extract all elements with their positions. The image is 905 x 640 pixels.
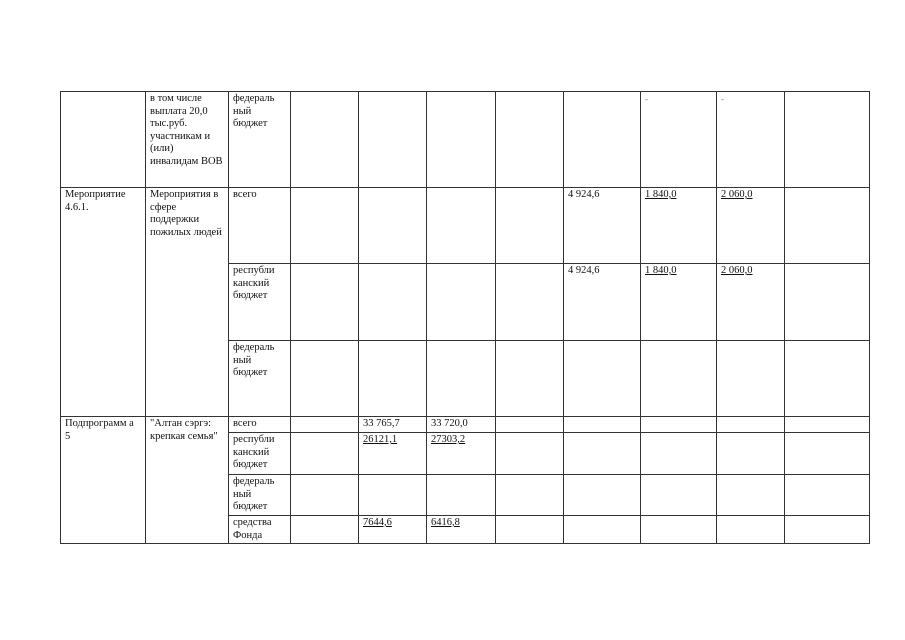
value-cell: - [717, 92, 785, 188]
value-cell: 2 060,0 [717, 264, 785, 341]
value-cell: 33 765,7 [359, 417, 427, 433]
source-cell: федераль ный бюджет [229, 341, 291, 417]
source-cell: республи канский бюджет [229, 433, 291, 475]
value-cell: 4 924,6 [564, 264, 641, 341]
source-cell: федераль ный бюджет [229, 92, 291, 188]
value-cell: 33 720,0 [427, 417, 496, 433]
code-cell: Подпрограмм а 5 [61, 417, 146, 544]
value-cell: 1 840,0 [641, 188, 717, 264]
table-row [61, 188, 870, 264]
name-cell: в том числе выплата 20,0 тыс.руб. участникам и (или) инвалидам ВОВ [146, 92, 229, 188]
table-row [61, 92, 870, 188]
name-cell: "Алтан сэргэ: крепкая семья" [146, 417, 229, 544]
value-cell: 4 924,6 [564, 188, 641, 264]
value-cell: 2 060,0 [717, 188, 785, 264]
source-cell: средства Фонда [229, 516, 291, 544]
source-cell: федераль ный бюджет [229, 475, 291, 516]
budget-table [60, 91, 870, 544]
value-cell: 27303,2 [427, 433, 496, 475]
table-row [61, 417, 870, 433]
name-cell: Мероприятия в сфере поддержки пожилых людей [146, 188, 229, 417]
value-cell: 1 840,0 [641, 264, 717, 341]
source-cell: республи канский бюджет [229, 264, 291, 341]
value-cell: 26121,1 [359, 433, 427, 475]
source-cell: всего [229, 188, 291, 264]
code-cell [61, 92, 146, 188]
value-cell: 6416,8 [427, 516, 496, 544]
source-cell: всего [229, 417, 291, 433]
value-cell: - [641, 92, 717, 188]
value-cell: 7644,6 [359, 516, 427, 544]
code-cell: Мероприятие 4.6.1. [61, 188, 146, 417]
